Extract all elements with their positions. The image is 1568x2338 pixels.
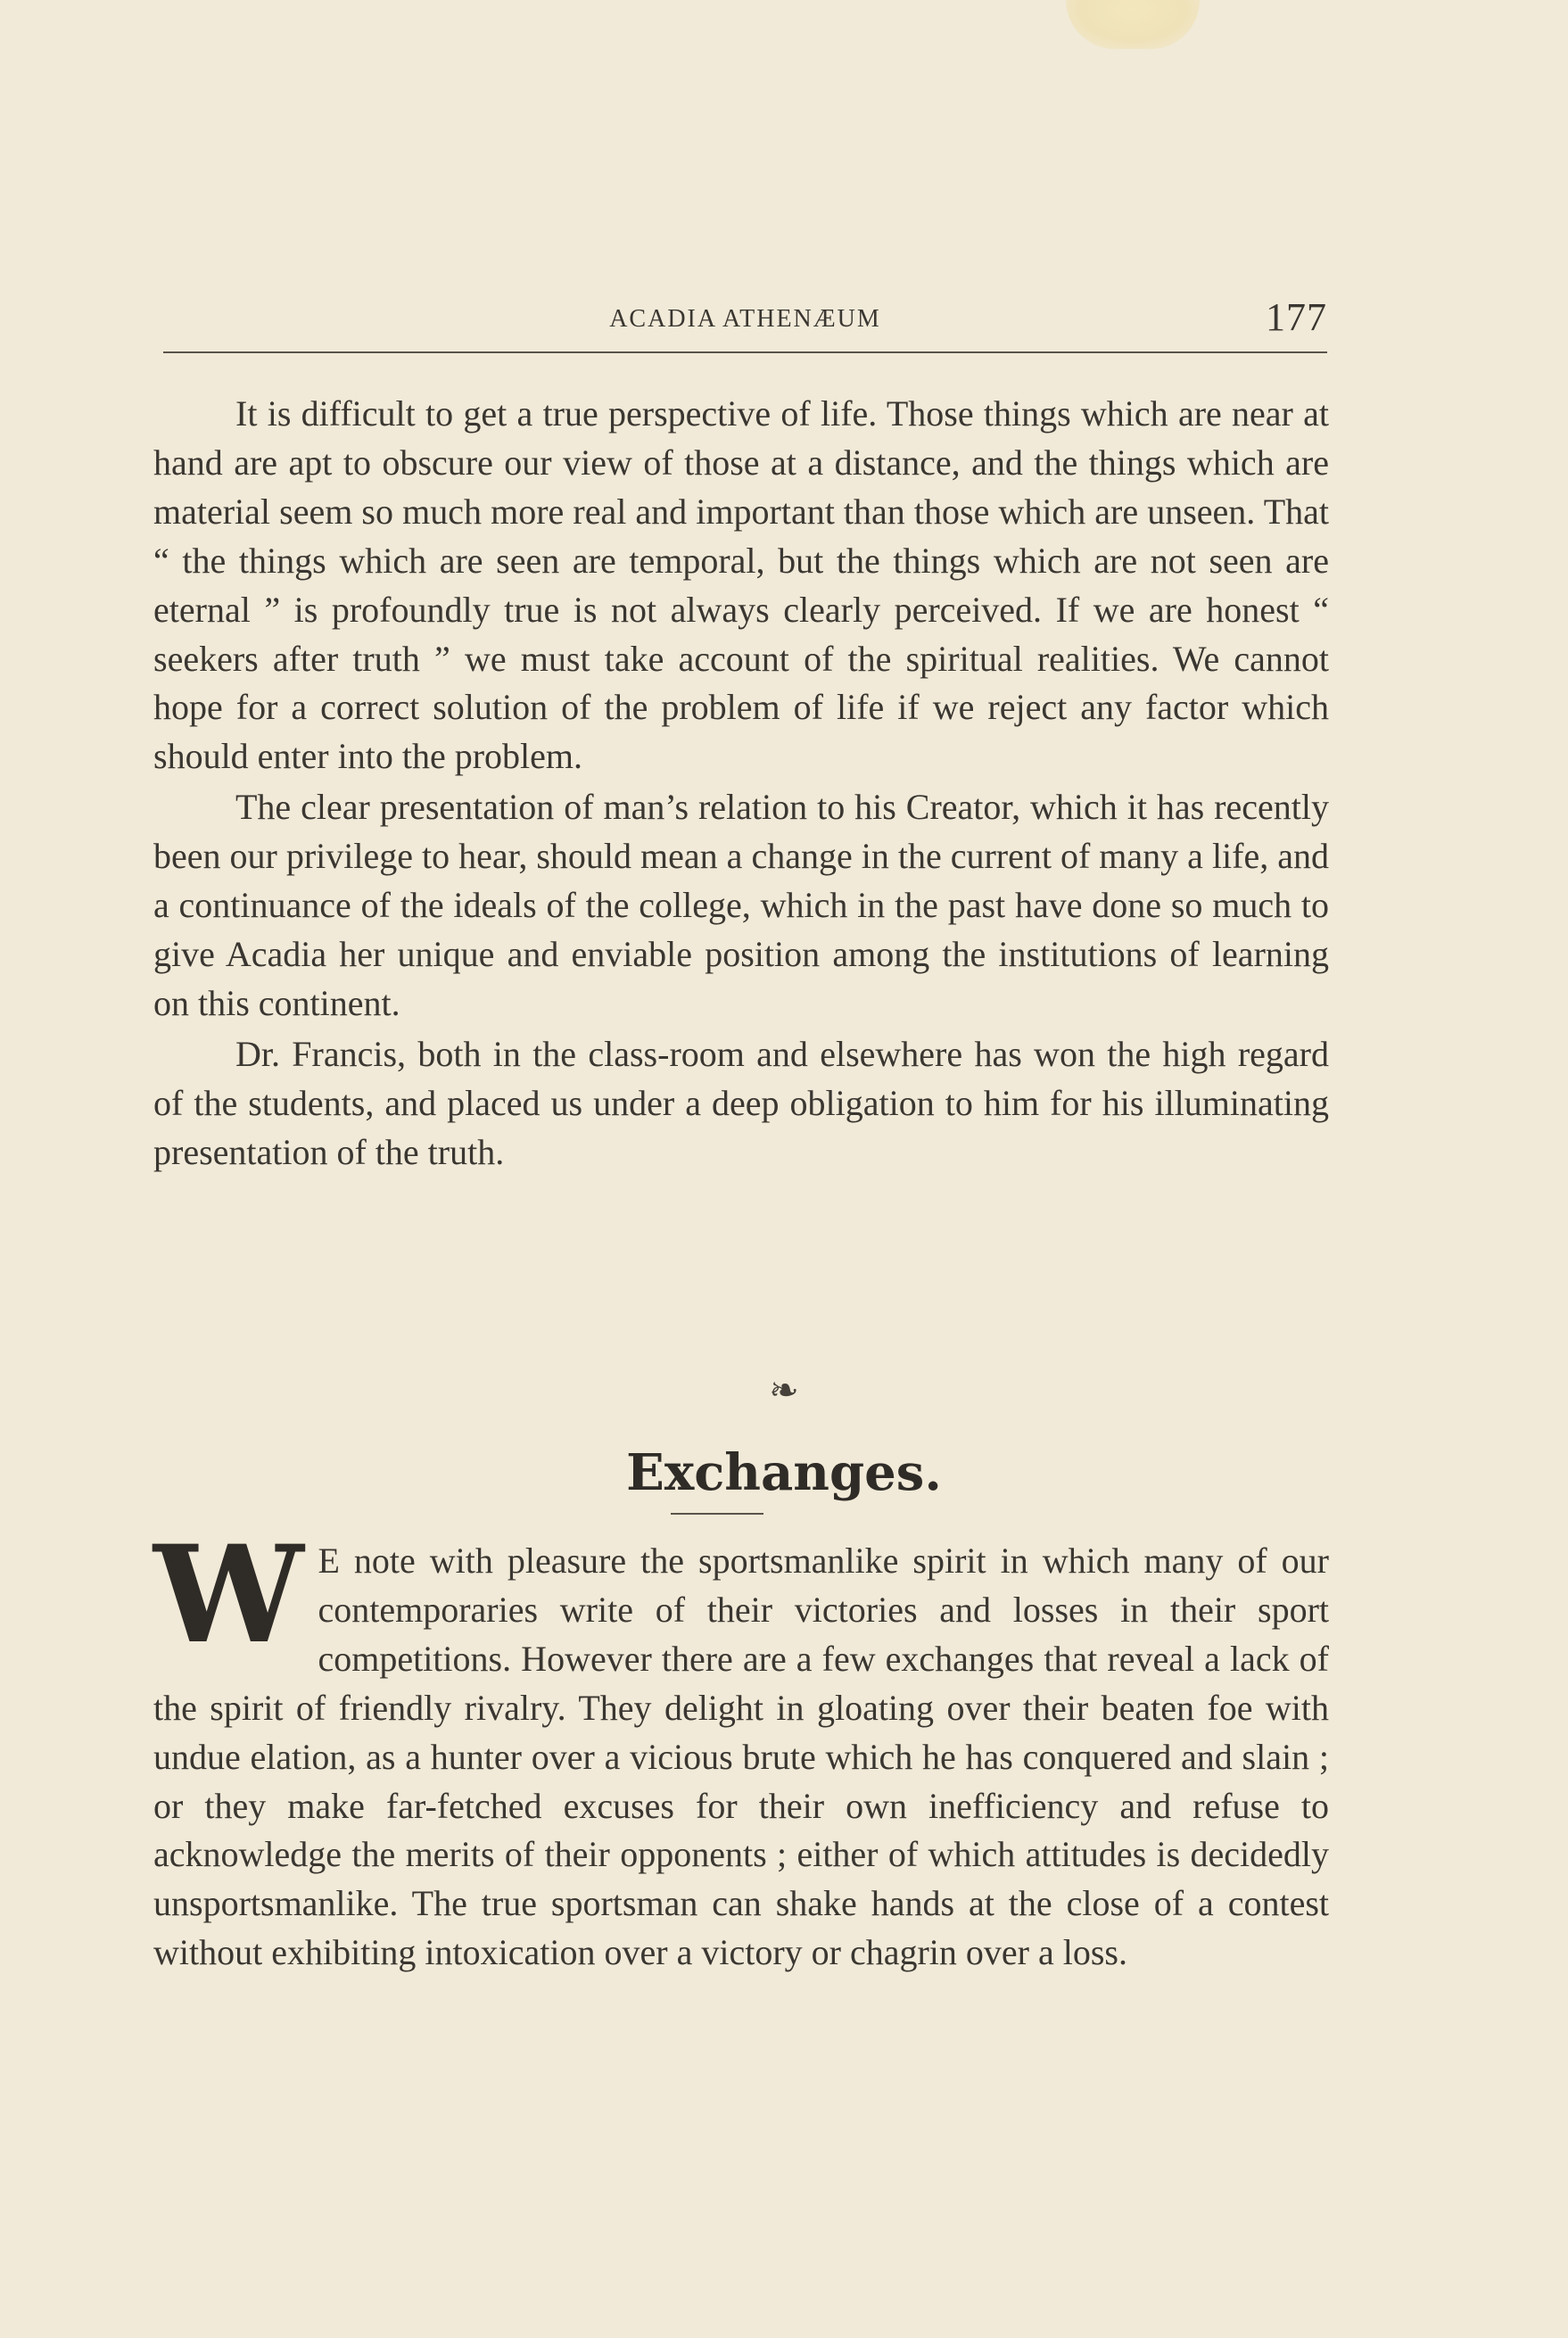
page-number: 177 — [1266, 295, 1327, 339]
paper-stain — [1066, 0, 1200, 49]
paragraph-creator: The clear presentation of man’s relation to his Creator, which it has recently been our privilege to hear, should mean a change in the current of many a life, and a continuance of the ideals of the college, which in the past have done so much to give Acadia her unique and enviable position among the institutions of learning on this continent. — [153, 787, 1329, 1023]
exchanges-paragraph — [153, 1516, 1329, 1978]
running-title: ACADIA ATHENÆUM — [609, 305, 881, 333]
drop-cap: W — [153, 1516, 304, 1673]
page-header — [163, 294, 1327, 348]
exchanges-body: E note with pleasure the sportsmanlike spirit in which many of our contemporaries write of their victories and losses in their sport competitions. However there are a few exchanges that reveal a lack of the spirit of friendly rivalry. They delight in gloating over their beaten foe with undue elation, as a hunter over a vicious brute which he has conquered and slain ; or they make far-fetched excuses for their own inefficiency and refuse to acknowledge the merits of their opponents ; either of which attitudes is decidedly unsportsmanlike. The true sportsman can shake hands at the close of a contest without exhibiting intoxication over a victory or chagrin over a loss. — [153, 1541, 1329, 1973]
paragraph-dr-francis: Dr. Francis, both in the class-room and elsewhere has won the high regard of the students, and placed us under a deep obligation to him for his illuminating presentation of the truth. — [153, 1033, 1329, 1172]
section-ornament: ❧ — [769, 1370, 799, 1410]
header-rule — [163, 351, 1327, 353]
heading-rule — [671, 1513, 763, 1515]
exchanges-text — [153, 1516, 1329, 1978]
editorial-text — [153, 390, 1329, 1177]
section-heading-exchanges: Exchanges. — [626, 1443, 942, 1502]
paragraph-perspective: It is difficult to get a true perspective of life. Those things which are near at hand are apt to obscure our view of those at a distance, and the things which are material seem so much more real and important than those which are unseen. That “ the things which are seen are temporal, but the things which are not seen are eternal ” is profoundly true is not always clearly perceived. If we are honest “ seekers after truth ” we must take account of the spiritual realities. We cannot hope for a correct solution of the problem of life if we reject any factor which should enter into the problem. — [153, 393, 1329, 777]
